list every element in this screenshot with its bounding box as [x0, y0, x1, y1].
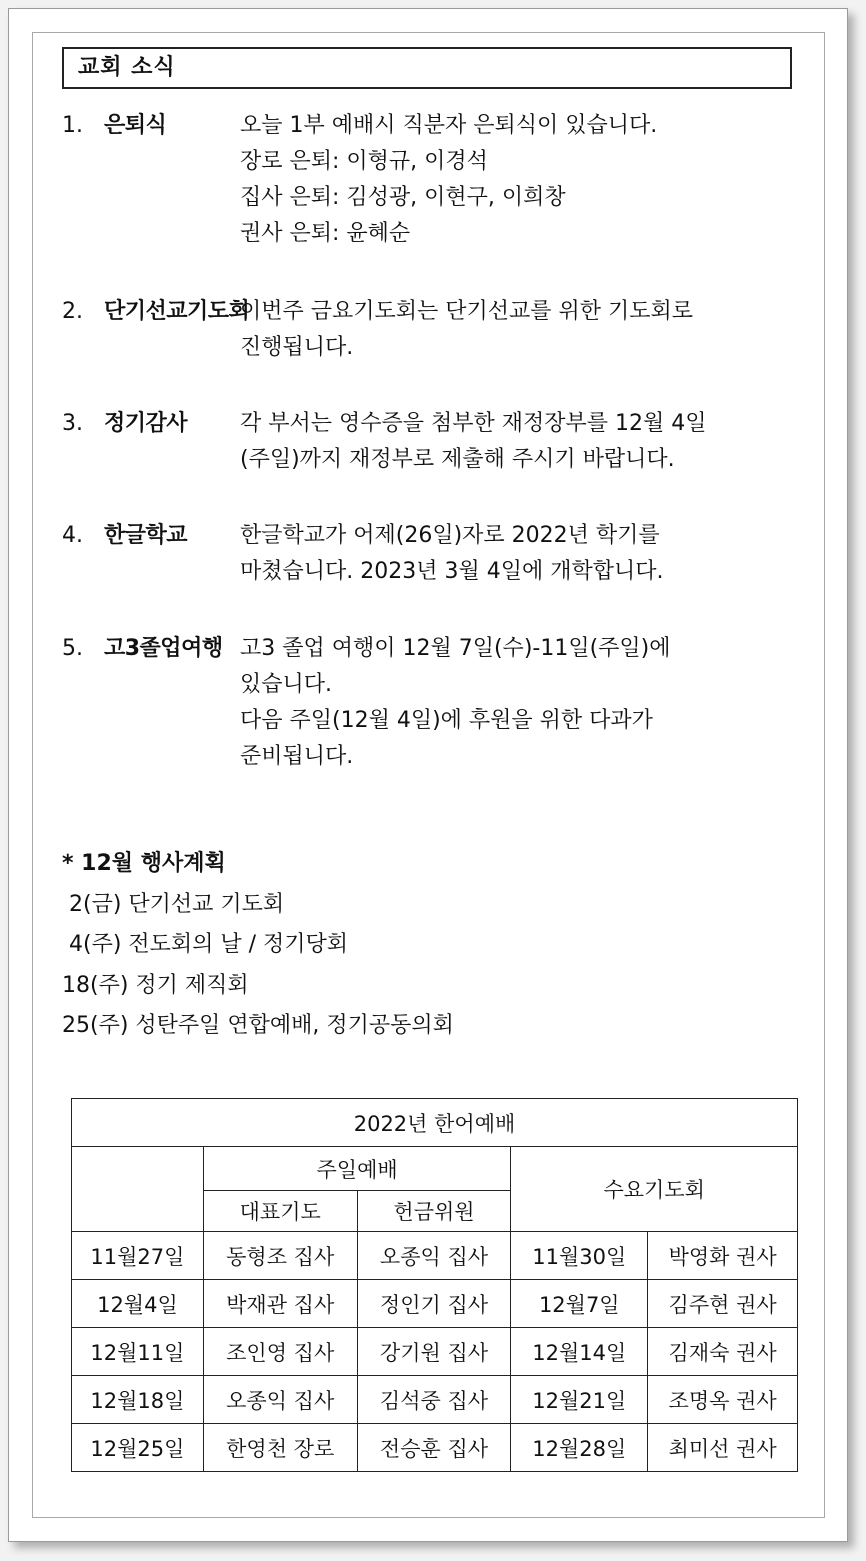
- event-row: 4(주) 전도회의 날 / 정기당회: [62, 932, 349, 957]
- empty-header-cell: [72, 1147, 204, 1232]
- representative-prayer-header: 대표기도: [203, 1191, 357, 1232]
- wednesday-leader: 김주현 권사: [648, 1280, 798, 1328]
- item-line: 오늘 1부 예배시 직분자 은퇴식이 있습니다.: [240, 113, 658, 138]
- prayer-leader: 오종익 집사: [203, 1376, 357, 1424]
- worship-schedule-table: [71, 1098, 798, 1472]
- sunday-worship-header: 주일예배: [203, 1147, 511, 1191]
- item-number: 2.: [62, 299, 83, 324]
- item-number: 1.: [62, 113, 83, 138]
- offering-committee-header: 헌금위원: [357, 1191, 511, 1232]
- table-row: [72, 1376, 798, 1424]
- sunday-date: 12월4일: [72, 1280, 204, 1328]
- prayer-leader: 조인영 집사: [203, 1328, 357, 1376]
- item-line: 집사 은퇴: 김성광, 이현구, 이희창: [240, 185, 566, 210]
- table-row: [72, 1424, 798, 1472]
- item-body: [240, 294, 800, 366]
- item-line: 각 부서는 영수증을 첨부한 재정장부를 12월 4일: [240, 411, 707, 436]
- wednesday-leader: 박영화 권사: [648, 1232, 798, 1280]
- item-label: 은퇴식: [104, 113, 167, 138]
- sunday-date: 11월27일: [72, 1232, 204, 1280]
- december-events: [62, 844, 454, 1047]
- offering-member: 전승훈 집사: [357, 1424, 511, 1472]
- sunday-date: 12월25일: [72, 1424, 204, 1472]
- item-line: 마쳤습니다. 2023년 3월 4일에 개학합니다.: [240, 559, 664, 584]
- wednesday-leader: 조명옥 권사: [648, 1376, 798, 1424]
- wednesday-date: 12월7일: [511, 1280, 648, 1328]
- item-label: 한글학교: [104, 523, 188, 548]
- wednesday-leader: 김재숙 권사: [648, 1328, 798, 1376]
- item-line: 고3 졸업 여행이 12월 7일(수)-11일(주일)에: [240, 636, 671, 661]
- item-line: 권사 은퇴: 윤혜순: [240, 221, 411, 246]
- table-row: [72, 1328, 798, 1376]
- wednesday-prayer-header: 수요기도회: [511, 1147, 798, 1232]
- event-row: 18(주) 정기 제직회: [62, 972, 249, 998]
- item-number: 5.: [62, 636, 83, 661]
- item-line: (주일)까지 재정부로 제출해 주시기 바랍니다.: [240, 447, 675, 472]
- wednesday-date: 12월14일: [511, 1328, 648, 1376]
- item-label: 정기감사: [104, 411, 188, 436]
- item-number: 4.: [62, 523, 83, 548]
- item-body: [240, 108, 800, 252]
- prayer-leader: 박재관 집사: [203, 1280, 357, 1328]
- wednesday-leader: 최미선 권사: [648, 1424, 798, 1472]
- sunday-date: 12월11일: [72, 1328, 204, 1376]
- sunday-date: 12월18일: [72, 1376, 204, 1424]
- item-line: 진행됩니다.: [240, 335, 354, 360]
- item-body: [240, 406, 800, 478]
- prayer-leader: 한영천 장로: [203, 1424, 357, 1472]
- wednesday-date: 11월30일: [511, 1232, 648, 1280]
- item-line: 이번주 금요기도회는 단기선교를 위한 기도회로: [240, 299, 694, 324]
- item-line: 준비됩니다.: [240, 744, 354, 769]
- offering-member: 김석중 집사: [357, 1376, 511, 1424]
- table-row: [72, 1280, 798, 1328]
- table-title: 2022년 한어예배: [72, 1099, 798, 1147]
- offering-member: 정인기 집사: [357, 1280, 511, 1328]
- offering-member: 강기원 집사: [357, 1328, 511, 1376]
- section-title: 교회 소식: [62, 47, 792, 89]
- item-label: 고3졸업여행: [104, 636, 223, 661]
- item-line: 다음 주일(12월 4일)에 후원을 위한 다과가: [240, 708, 653, 733]
- item-line: 한글학교가 어제(26일)자로 2022년 학기를: [240, 523, 660, 548]
- event-row: 25(주) 성탄주일 연합예배, 정기공동의회: [62, 1013, 454, 1038]
- prayer-leader: 동형조 집사: [203, 1232, 357, 1280]
- item-line: 있습니다.: [240, 672, 333, 697]
- events-title: * 12월 행사계획: [62, 851, 226, 876]
- item-body: [240, 518, 800, 590]
- offering-member: 오종익 집사: [357, 1232, 511, 1280]
- item-line: 장로 은퇴: 이형규, 이경석: [240, 149, 488, 174]
- table-row: [72, 1232, 798, 1280]
- item-body: [240, 631, 800, 775]
- item-number: 3.: [62, 411, 83, 436]
- wednesday-date: 12월28일: [511, 1424, 648, 1472]
- item-label: 단기선교기도회: [104, 299, 250, 324]
- wednesday-date: 12월21일: [511, 1376, 648, 1424]
- event-row: 2(금) 단기선교 기도회: [62, 891, 285, 917]
